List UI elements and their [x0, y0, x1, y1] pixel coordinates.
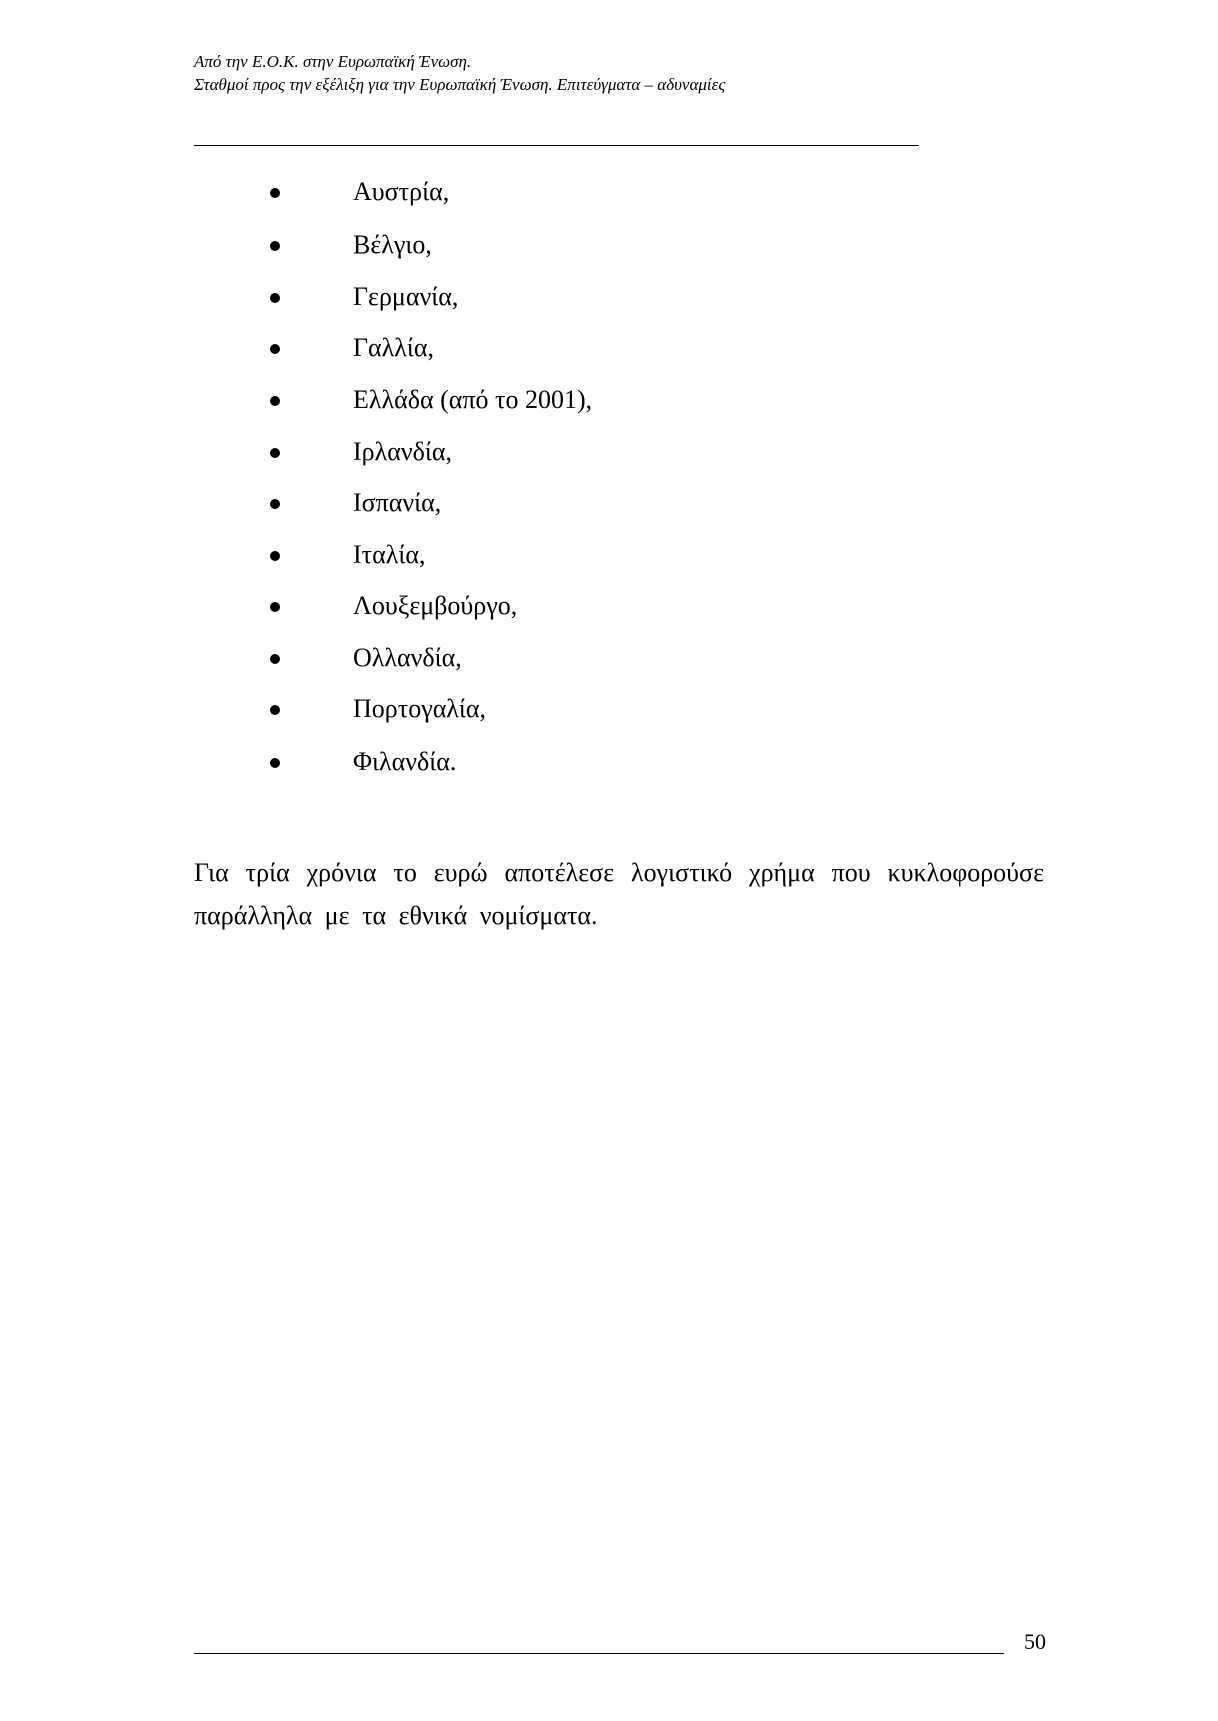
header-line-1: Από την Ε.Ο.Κ. στην Ευρωπαϊκή Ένωση.	[194, 52, 472, 71]
country-name: Γερμανία,	[353, 282, 459, 311]
bullet-icon	[270, 602, 280, 612]
header-line-2: Σταθμοί προς την εξέλιξη για την Ευρωπαϊκή Ένωση. Επιτεύγματα – αδυναμίες	[194, 75, 726, 94]
country-name: Λουξεμβούργο,	[353, 591, 518, 620]
country-name: Ιταλία,	[353, 540, 426, 569]
bullet-icon	[270, 344, 280, 354]
bullet-icon	[270, 396, 280, 406]
country-name: Ολλανδία,	[353, 643, 462, 672]
footer-rule	[194, 1653, 1004, 1654]
bullet-icon	[270, 293, 280, 303]
country-name: Πορτογαλία,	[353, 694, 487, 723]
page-number: 50	[1024, 1629, 1046, 1654]
country-name: Ελλάδα (από το 2001),	[353, 385, 593, 414]
bullet-icon	[270, 448, 280, 458]
body-paragraph: Για τρία χρόνια το ευρώ αποτέλεσε λογιστικό χρήμα που κυκλοφορούσε παράλληλα με τα εθνικά νομίσματα.	[194, 858, 1044, 930]
bullet-icon	[270, 758, 280, 768]
bullet-icon	[270, 188, 280, 198]
country-name: Βέλγιο,	[353, 230, 432, 259]
country-name: Ισπανία,	[353, 488, 442, 517]
bullet-icon	[270, 705, 280, 715]
bullet-icon	[270, 499, 280, 509]
bullet-icon	[270, 551, 280, 561]
header-rule	[194, 145, 919, 146]
bullet-icon	[270, 654, 280, 664]
running-header	[194, 50, 725, 96]
country-name: Γαλλία,	[353, 333, 434, 362]
country-name: Φιλανδία.	[353, 747, 457, 776]
bullet-icon	[270, 241, 280, 251]
country-name: Αυστρία,	[353, 177, 450, 206]
country-name: Ιρλανδία,	[353, 437, 452, 466]
